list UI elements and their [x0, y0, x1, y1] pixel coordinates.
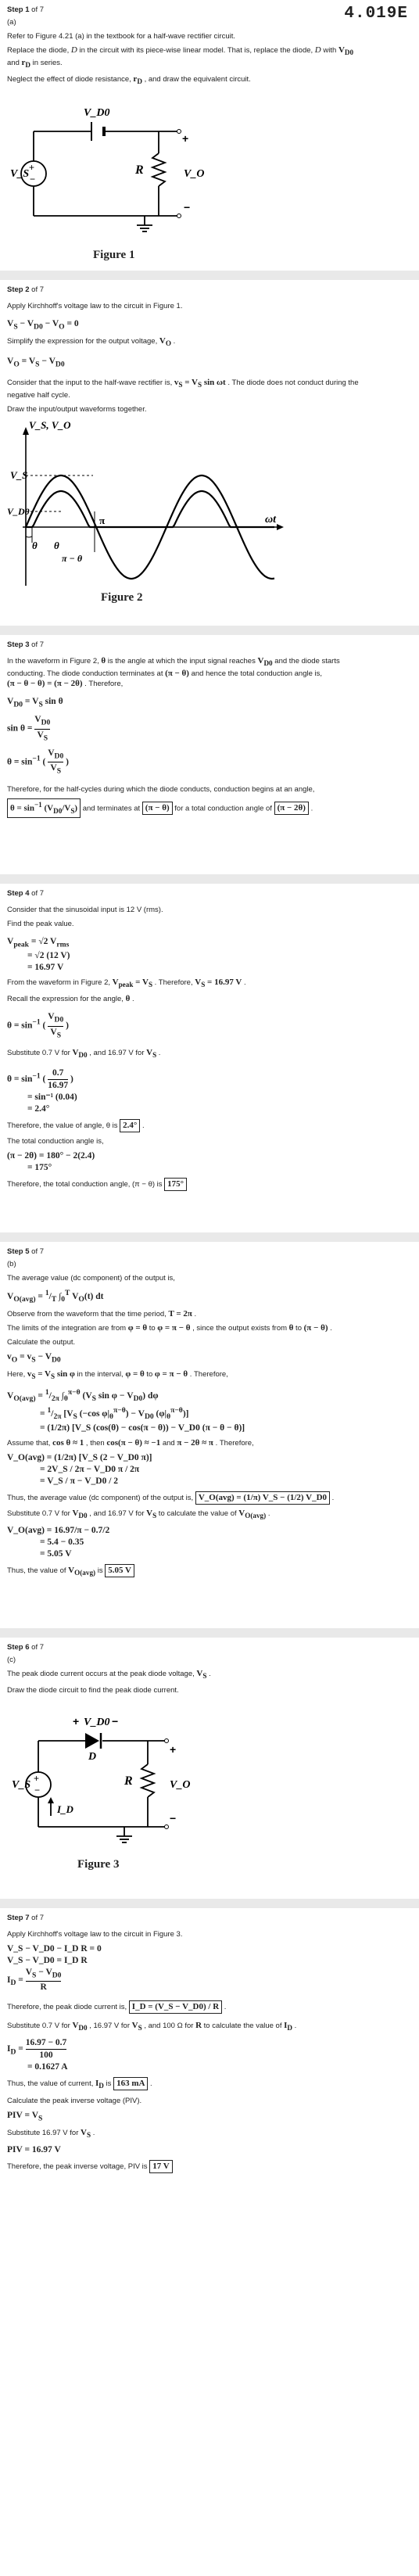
step-5-text-2: Observe from the waveform that the time period, T = 2π .: [7, 1309, 197, 1319]
step-separator: [0, 874, 419, 884]
step-5-text-6: Assume that, cos θ ≈ 1 , then cos(π − θ) ≈ −1 and π − 2θ ≈ π . Therefore,: [7, 1437, 254, 1448]
answer-box-conduction-angle: 175°: [164, 1178, 187, 1191]
piv-equation: PIV = $V_S$: [7, 2110, 43, 2122]
kvl-equation: $V_S - V_{D0} - V_O = 0$: [7, 319, 79, 332]
answer-box-avg-formula: V_O(avg) = (1/π) V_S − (1/2) V_D0: [195, 1491, 330, 1505]
answer-box-theta: $\theta = \sin^{-1} (V_{D0}/V_S)$: [7, 798, 81, 818]
step-4-title: Step 4 of 7: [7, 889, 45, 898]
conduction-angle-equation: (π − 2θ) = 180° − 2(2.4): [7, 1151, 95, 1161]
figure-3-circuit: [7, 1702, 242, 1855]
step-3-text-3: Therefore, for the half-cycles during which the diode conducts, conduction begins at an angle,: [7, 784, 315, 794]
figure-3-caption: Figure 3: [77, 1858, 120, 1871]
theta-equation: $\theta = \sin^{-1}$ ( $\frac{V_{D0}}{V_S}$ ): [7, 748, 69, 776]
step-1-title: Step 1 of 7: [7, 5, 45, 14]
step-6-text-2: Draw the diode circuit to find the peak diode current.: [7, 1686, 179, 1695]
step-4-text-1: Consider that the sinusoidal input is 12 V (rms).: [7, 906, 163, 914]
theta-recall-equation: $\theta = \sin^{-1}$ ( $\frac{V_{D0}}{V_S}$ ): [7, 1012, 69, 1040]
conduction-angle-result: = 175°: [27, 1163, 52, 1173]
step-2-text-3: Consider that the input to the half-wave rectifier is, $v_S = V_S$ sin ωt . The diode does not conduct during the negative half cycle.: [7, 377, 359, 400]
fig3-vo-label: V_O: [170, 1779, 191, 1792]
id-result: = 0.1627 A: [27, 2062, 68, 2072]
avg-step-2: = 5.4 − 0.35: [40, 1537, 84, 1548]
step-5-text-1: The average value (dc component) of the output is,: [7, 1274, 175, 1283]
answer-box-avg-value: 5.05 V: [105, 1564, 134, 1577]
fig1-vs-label: V_S: [10, 167, 30, 180]
part-label-b: (b): [7, 1260, 16, 1268]
piv-result: PIV = 16.97 V: [7, 2145, 61, 2155]
step-2-text-2: Simplify the expression for the output voltage, $V_O$ .: [7, 336, 176, 348]
step-5-text-9: Thus, the value of $V_{O(avg)}$ is 5.05 V: [7, 1564, 412, 1578]
figure-2-caption: Figure 2: [101, 590, 143, 604]
step-3-answer-line: $\theta = \sin^{-1} (V_{D0}/V_S)$ and terminates at (π − θ) for a total conduction angle of (π − 2θ) .: [7, 798, 412, 818]
integral-step-2: = $^1/_{2\pi}$ [$V_S$ (−cos $\varphi|_\theta^{\pi-\theta}) - V_{D0}$ $(\varphi|_\theta^{\pi-\theta})$]: [40, 1405, 189, 1421]
step-7-text-2: Therefore, the peak diode current is, I_D = (V_S − V_D0) / R .: [7, 2000, 412, 2014]
output-rectified-wave: [26, 491, 274, 527]
step-7-text-3: Substitute 0.7 V for $V_{D0}$ , 16.97 V for $V_S$ , and 100 Ω for R to calculate the value of $I_D$ .: [7, 2021, 297, 2032]
step-separator: [0, 1899, 419, 1908]
fig1-out-minus: −: [184, 200, 191, 213]
part-label: (a): [7, 18, 16, 27]
step-3-text-1: In the waveform in Figure 2, θ is the angle at which the input signal reaches $V_{D0}$ and the diode starts conducting. The diode conduction terminates at (π − θ) and hence the total conduction angle is,: [7, 656, 340, 679]
theta-result: = 2.4°: [27, 1104, 50, 1114]
step-6-text-1: The peak diode current occurs at the peak diode voltage, $V_S$ .: [7, 1669, 211, 1681]
step-7-text-1: Apply Kirchhoff's voltage law to the circuit in Figure 3.: [7, 1930, 183, 1939]
fig2-theta-label: θ: [32, 539, 38, 551]
step-2-title: Step 2 of 7: [7, 285, 45, 294]
part-label-c: (c): [7, 1656, 16, 1664]
fig3-out-minus: −: [170, 1812, 177, 1825]
step-separator: [0, 1232, 419, 1242]
vpeak-result: = 16.97 V: [27, 963, 64, 973]
fig2-vs-peak-label: V_S: [10, 468, 28, 481]
answer-box-id-formula: I_D = (V_S − V_D0) / R: [129, 2000, 222, 2014]
fig3-source-plus: +: [34, 1773, 40, 1785]
step-3-title: Step 3 of 7: [7, 640, 45, 649]
avg-result: = 5.05 V: [40, 1549, 72, 1559]
step-6-title: Step 6 of 7: [7, 1643, 45, 1652]
vpeak-equation: $V_{peak} = √2$ $V_{rms}$: [7, 937, 70, 949]
step-separator: [0, 626, 419, 635]
fig2-vd0-label: V_D0: [7, 505, 30, 517]
step-5-text-5: Here, $v_S = V_S$ sin φ in the interval, φ = θ to φ = π − θ . Therefore,: [7, 1369, 228, 1381]
step-7-text-4: Thus, the value of current, $I_D$ is 163 mA .: [7, 2079, 152, 2090]
kvl-fig3-2: V_S − V_D0 = I_D R: [7, 1956, 88, 1965]
step-1: [0, 0, 419, 271]
average-output-definition: $V_{O(avg)} = ^1/_T$ $\int_0^T$ $V_O(t)$ dt: [7, 1289, 104, 1304]
answer-box-termination: (π − θ): [142, 802, 173, 815]
fig2-pi-label: π: [99, 514, 106, 526]
fig3-vs-label: V_S: [12, 1779, 31, 1792]
fig3-source-minus: −: [34, 1785, 41, 1796]
avg-simplified-1: V_O(avg) = (1/2π) [V_S (2 − V_D0 π)]: [7, 1452, 152, 1462]
step-2-text-1: Apply Kirchhoff's voltage law to the circuit in Figure 1.: [7, 302, 183, 310]
step-4-text-6: Therefore, the value of angle, θ is 2.4° .: [7, 1119, 412, 1132]
step-4: [0, 884, 419, 1232]
fig1-vd0-label: V_D0: [84, 106, 110, 119]
source-minus-sign: −: [30, 173, 36, 185]
fig2-theta-label-2: θ: [54, 539, 59, 551]
integral-step-3: = (1/2π) [V_S (cos(θ) − cos(π − θ)) − V_D0 (π − θ − θ)]: [40, 1423, 245, 1433]
fig3-minus-sign: −: [112, 1715, 119, 1728]
step-4-text-4: Recall the expression for the angle, θ .: [7, 994, 134, 1004]
step-4-text-7: The total conduction angle is,: [7, 1137, 104, 1146]
fig3-r-label: R: [124, 1774, 133, 1788]
step-4-text-5: Substitute 0.7 V for $V_{D0}$ , and 16.97 V for $V_S$ .: [7, 1048, 161, 1060]
step-4-text-8: Therefore, the total conduction angle, (π − θ) is 175°: [7, 1178, 412, 1191]
step-4-text-3: From the waveform in Figure 2, $V_{peak} = V_S$ . Therefore, $V_S = 16.97$ V .: [7, 978, 246, 989]
step-7: [0, 1908, 419, 2576]
integral-step-1: $V_{O(avg)} = ^1/_{2\pi}$ $\int_\theta^{\pi-\theta}$ ($V_S$ $\sin \varphi - V_{D0}$) dφ: [7, 1387, 159, 1403]
step-5-text-4: Calculate the output.: [7, 1338, 76, 1347]
step-2: [0, 280, 419, 626]
step-5-text-7: Thus, the average value (dc component) of the output is, V_O(avg) = (1/π) V_S − (1/2) V_D0 .: [7, 1491, 412, 1505]
figure-1-circuit: [7, 92, 242, 249]
step-7-text-6: Substitute 16.97 V for $V_S$ .: [7, 2127, 95, 2140]
vo-equation: $v_O = v_S - V_{D0}$: [7, 1352, 61, 1365]
step-7-text-5: Calculate the peak inverse voltage (PIV).: [7, 2096, 142, 2105]
id-substituted: $I_D$ = $\frac{16.97 - 0.7}{100}$: [7, 2038, 67, 2061]
vpeak-step-2: = √2 (12 V): [27, 951, 70, 961]
output-voltage-equation: $V_O = V_S - V_{D0}$: [7, 357, 65, 369]
fig2-yaxis-label: V_S, V_O: [29, 418, 71, 431]
fig3-plus-sign: +: [73, 1715, 80, 1728]
figure-2-waveform: [7, 418, 288, 597]
step-2-text-4: Draw the input/output waveforms together.: [7, 404, 147, 414]
step-1-text-2: Replace the diode, D in the circuit with its piece-wise linear model. That is, replace the diode, D with $V_{D0}$ and $r_D$ in series.: [7, 45, 354, 70]
vd0-sin-equation: $V_{D0} = V_S$ sin θ: [7, 697, 63, 709]
step-separator: [0, 271, 419, 280]
kvl-fig3-3: $I_D$ = $\frac{V_S - V_{D0}}{R}$: [7, 1968, 62, 1993]
answer-box-conduction: (π − 2θ): [274, 802, 309, 815]
kvl-fig3-1: V_S − V_D0 − I_D R = 0: [7, 1944, 102, 1954]
fig1-out-plus: +: [182, 131, 189, 145]
step-5-title: Step 5 of 7: [7, 1247, 45, 1256]
fig2-xaxis-label: ωt: [265, 513, 277, 526]
avg-simplified-3: = V_S / π − V_D0 / 2: [40, 1476, 119, 1486]
source-plus-sign: +: [29, 161, 35, 173]
avg-simplified-2: = 2V_S / 2π − V_D0 π / 2π: [40, 1464, 140, 1474]
theta-step-2: = sin⁻¹ (0.04): [27, 1092, 77, 1103]
step-1-text-3: Neglect the effect of diode resistance, $r_D$ , and draw the equivalent circuit.: [7, 74, 251, 86]
figure-1-caption: Figure 1: [93, 248, 135, 261]
step-4-text-2: Find the peak value.: [7, 920, 74, 928]
sin-theta-equation: sin θ = $\frac{V_{D0}}{V_S}$: [7, 715, 51, 743]
fig3-id-label: I_D: [57, 1803, 73, 1816]
fig3-out-plus: +: [170, 1743, 177, 1756]
fig3-d-label: D: [88, 1751, 97, 1763]
answer-box-theta-value: 2.4°: [120, 1119, 140, 1132]
step-3: [0, 635, 419, 874]
step-5-text-3: The limits of the integration are from φ = θ to φ = π − θ , since the output exists from θ to (π − θ) .: [7, 1323, 332, 1333]
step-6: [0, 1638, 419, 1899]
step-5-text-8: Substitute 0.7 V for $V_{D0}$ , and 16.97 V for $V_S$ to calculate the value of $V_{O(avg)}$ .: [7, 1508, 270, 1520]
theta-substituted: $\theta = \sin^{-1}$ ( $\frac{0.7}{16.97}$ ): [7, 1068, 73, 1091]
fig3-vd0-label: V_D0: [84, 1717, 110, 1729]
fig1-vo-label: V_O: [184, 167, 205, 180]
step-separator: [0, 1628, 419, 1638]
avg-substituted: V_O(avg) = 16.97/π − 0.7/2: [7, 1526, 110, 1536]
answer-box-id-value: 163 mA: [113, 2077, 148, 2090]
step-1-text-1: Refer to Figure 4.21 (a) in the textbook for a half-wave rectifier circuit.: [7, 32, 235, 41]
answer-box-piv-value: 17 V: [149, 2160, 173, 2173]
document-id: 4.019E: [344, 5, 408, 23]
fig2-pi-minus-theta-label: π − θ: [62, 552, 83, 564]
step-7-title: Step 7 of 7: [7, 1914, 45, 1922]
step-7-text-7: Therefore, the peak inverse voltage, PIV is 17 V: [7, 2160, 412, 2173]
step-5: [0, 1242, 419, 1628]
step-3-text-2: (π − θ − θ) = (π − 2θ) . Therefore,: [7, 679, 124, 689]
fig1-r-label: R: [135, 163, 144, 177]
